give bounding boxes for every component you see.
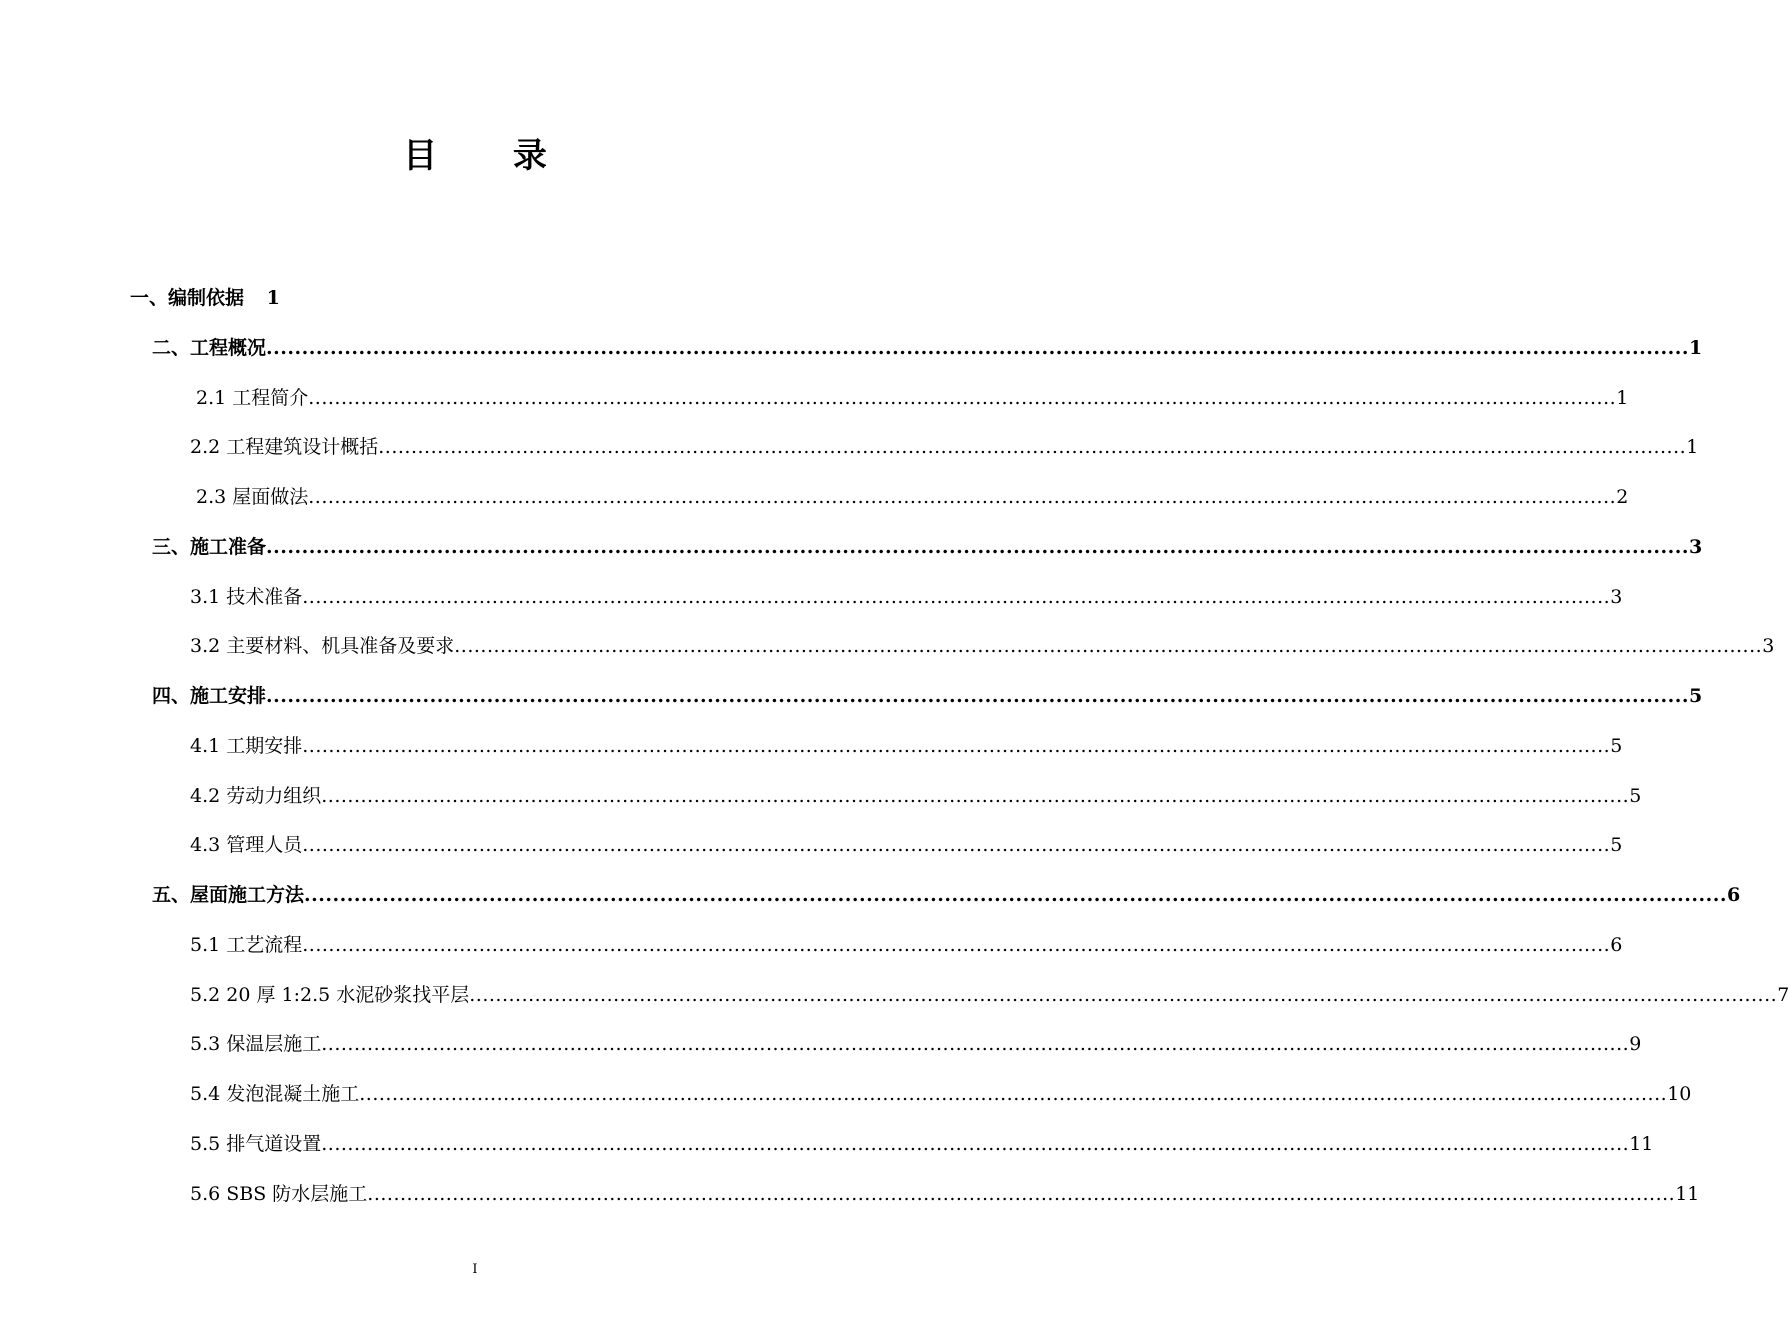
toc-entry[interactable] bbox=[152, 333, 1703, 363]
page-number: I bbox=[472, 1262, 478, 1277]
toc-leader-dots: ........................................................................................................................................................................................................ bbox=[469, 984, 1778, 1006]
toc-entry-label: 四、施工安排 bbox=[152, 685, 267, 707]
toc-entry[interactable] bbox=[190, 980, 1789, 1010]
toc-entry-label: 4.2 劳动力组织 bbox=[190, 785, 322, 807]
toc-entry-page: 7 bbox=[1777, 984, 1789, 1006]
toc-entry[interactable] bbox=[190, 830, 1623, 860]
toc-entry-page: 1 bbox=[1688, 337, 1703, 359]
toc-leader-dots: ........................................................................................................................................................................................................ bbox=[302, 834, 1611, 856]
toc-entry-page: 3 bbox=[1610, 586, 1623, 608]
toc-entry-label: 2.2 工程建筑设计概括 bbox=[190, 436, 379, 458]
toc-entry-label: 3.1 技术准备 bbox=[190, 586, 303, 608]
toc-entry-label: 5.1 工艺流程 bbox=[190, 934, 303, 956]
toc-entry-page: 2 bbox=[1616, 486, 1629, 508]
toc-entry[interactable] bbox=[190, 781, 1642, 811]
toc-entry[interactable] bbox=[190, 1029, 1642, 1059]
toc-leader-dots: ........................................................................................................................................................................................................ bbox=[367, 1183, 1676, 1205]
toc-entry-label: 4.3 管理人员 bbox=[190, 834, 303, 856]
toc-entry-page: 1 bbox=[266, 287, 280, 309]
toc-entry-page: 5 bbox=[1610, 735, 1623, 757]
toc-leader-dots: ........................................................................................................................................................................................................ bbox=[304, 884, 1727, 906]
toc-entry[interactable] bbox=[190, 1129, 1654, 1159]
toc-leader-dots: ........................................................................................................................................................................................................ bbox=[321, 1033, 1630, 1055]
toc-leader-dots: ........................................................................................................................................................................................................ bbox=[454, 635, 1763, 657]
toc-leader-dots: ........................................................................................................................................................................................................ bbox=[308, 387, 1617, 409]
toc-entry-page: 1 bbox=[1616, 387, 1629, 409]
toc-entry-page: 1 bbox=[1686, 436, 1699, 458]
toc-entry-label: 二、工程概况 bbox=[152, 337, 267, 359]
toc-entry[interactable] bbox=[152, 681, 1703, 711]
toc-leader-dots: ........................................................................................................................................................................................................ bbox=[302, 586, 1611, 608]
toc-leader-dots: ........................................................................................................................................................................................................ bbox=[266, 685, 1689, 707]
toc-entry-label: 5.4 发泡混凝土施工 bbox=[190, 1083, 360, 1105]
toc-entry[interactable] bbox=[152, 532, 1703, 562]
toc-leader-dots: ........................................................................................................................................................................................................ bbox=[359, 1083, 1668, 1105]
toc-entry[interactable] bbox=[152, 880, 1741, 910]
toc-leader-dots: ........................................................................................................................................................................................................ bbox=[308, 486, 1617, 508]
toc-entry-page: 6 bbox=[1610, 934, 1623, 956]
toc-entry-page: 5 bbox=[1629, 785, 1642, 807]
toc-entry-label: 4.1 工期安排 bbox=[190, 735, 303, 757]
toc-entry-label: 2.1 工程简介 bbox=[196, 387, 309, 409]
toc-entry-basis[interactable] bbox=[130, 283, 280, 310]
toc-entry-page: 3 bbox=[1762, 635, 1775, 657]
toc-entry[interactable] bbox=[190, 930, 1623, 960]
toc-entry-page: 5 bbox=[1688, 685, 1703, 707]
toc-leader-dots: ........................................................................................................................................................................................................ bbox=[266, 536, 1689, 558]
toc-entry-page: 10 bbox=[1667, 1083, 1692, 1105]
toc-leader-dots: ........................................................................................................................................................................................................ bbox=[302, 735, 1611, 757]
toc-entry-page: 6 bbox=[1726, 884, 1741, 906]
toc-entry-page: 9 bbox=[1629, 1033, 1642, 1055]
toc-entry-label: 5.5 排气道设置 bbox=[190, 1133, 322, 1155]
toc-entry-label: 三、施工准备 bbox=[152, 536, 267, 558]
toc-entry-label: 2.3 屋面做法 bbox=[196, 486, 309, 508]
toc-leader-dots: ........................................................................................................................................................................................................ bbox=[378, 436, 1687, 458]
toc-leader-dots: ........................................................................................................................................................................................................ bbox=[321, 785, 1630, 807]
toc-entry[interactable] bbox=[190, 1079, 1692, 1109]
toc-entry-label: 5.6 SBS 防水层施工 bbox=[190, 1183, 368, 1205]
toc-entry-label: 一、编制依据 bbox=[130, 287, 245, 309]
toc-leader-dots: ........................................................................................................................................................................................................ bbox=[266, 337, 1689, 359]
toc-entry-page: 11 bbox=[1675, 1183, 1700, 1205]
toc-entry[interactable] bbox=[196, 482, 1629, 512]
toc-entry-label: 3.2 主要材料、机具准备及要求 bbox=[190, 635, 455, 657]
toc-entry-page: 3 bbox=[1688, 536, 1703, 558]
toc-entry[interactable] bbox=[190, 731, 1623, 761]
toc-leader-dots: ........................................................................................................................................................................................................ bbox=[302, 934, 1611, 956]
toc-entry-label: 5.2 20 厚 1:2.5 水泥砂浆找平层 bbox=[190, 984, 470, 1006]
toc-entry[interactable] bbox=[190, 432, 1699, 462]
toc-entry-label: 5.3 保温层施工 bbox=[190, 1033, 322, 1055]
toc-entry[interactable] bbox=[190, 631, 1775, 661]
toc-leader-dots: ........................................................................................................................................................................................................ bbox=[321, 1133, 1630, 1155]
toc-entry-label: 五、屋面施工方法 bbox=[152, 884, 305, 906]
toc-entry[interactable] bbox=[190, 1179, 1700, 1209]
toc-entry-page: 5 bbox=[1610, 834, 1623, 856]
toc-entry-page: 11 bbox=[1629, 1133, 1654, 1155]
page-title: 目 录 bbox=[403, 136, 579, 176]
toc-entry[interactable] bbox=[196, 383, 1629, 413]
toc-entry[interactable] bbox=[190, 582, 1623, 612]
